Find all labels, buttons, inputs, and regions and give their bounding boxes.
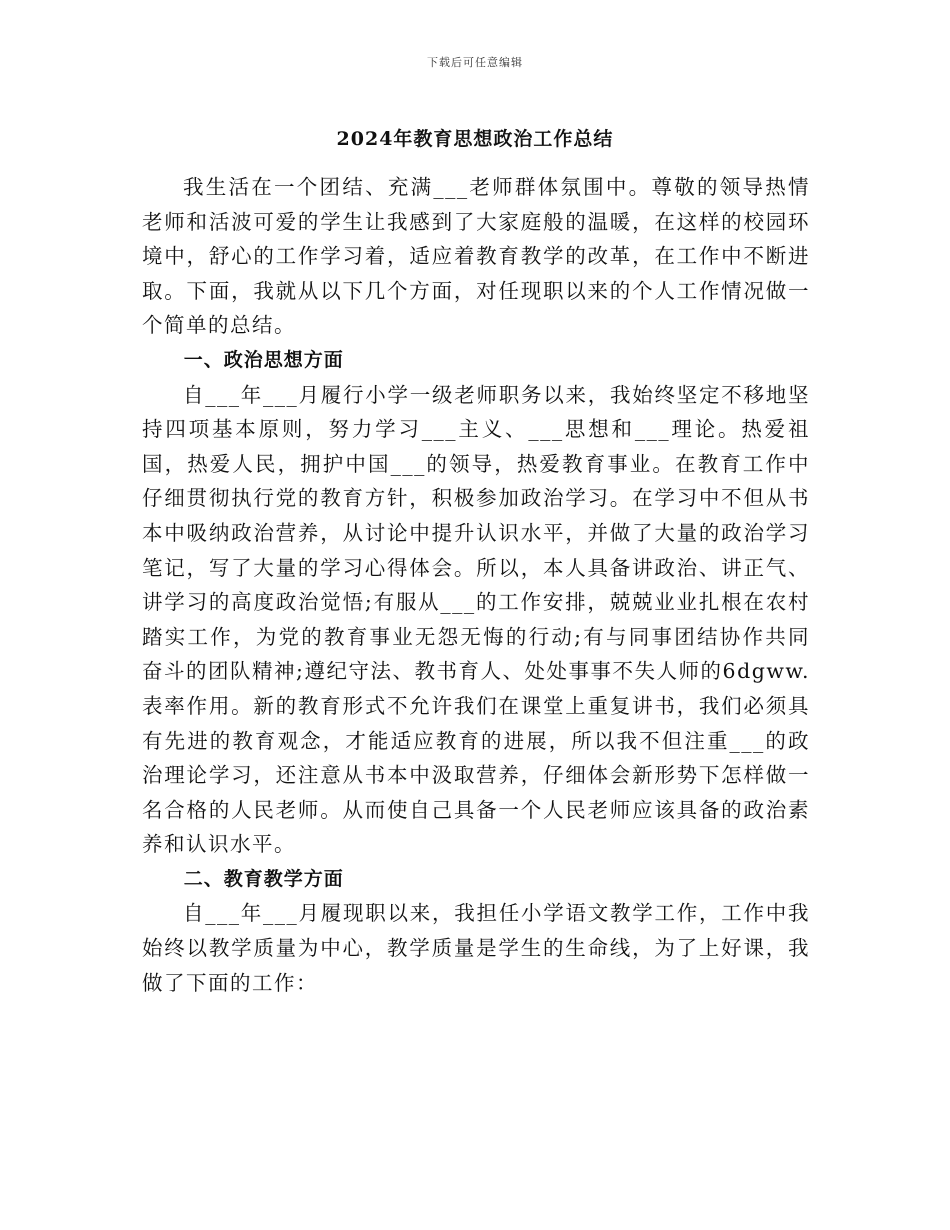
document-title: 2024年教育思想政治工作总结 (336, 128, 614, 150)
header-note: 下载后可任意编辑 (427, 56, 523, 69)
section-heading-political: 一、政治思想方面 (183, 348, 344, 371)
section-heading-teaching: 二、教育教学方面 (183, 867, 344, 890)
section-body-political: 自___年___月履行小学一级老师职务以来，我始终坚定不移地坚持四项基本原则，努力学习___主义、___思想和___理论。热爱祖国，热爱人民，拥护中国___的领导，热爱教育事业。在教育工作中仔细贯彻执行党的教育方针，积极参加政治学习。在学习中不但从书本中吸纳政治营养，从讨论中提升认识水平，并做了大量的政治学习笔记，写了大量的学习心得体会。所以，本人具备讲政治、讲正气、讲学习的高度政治觉悟;有服从___的工作安排，兢兢业业扎根在农村踏实工作，为党的教育事业无怨无悔的行动;有与同事团结协作共同奋斗的团队精神;遵纪守法、教书育人、处处事事不失人师的6dgww.表率作用。新的教育形式不允许我们在课堂上重复讲书，我们必须具有先进的教育观念，才能适应教育的进展，所以我不但注重___的政治理论学习，还注意从书本中汲取营养，仔细体会新形势下怎样做一名合格的人民老师。从而使自己具备一个人民老师应该具备的政治素养和认识水平。 (142, 382, 810, 857)
intro-paragraph: 我生活在一个团结、充满___老师群体氛围中。尊敬的领导热情老师和活波可爱的学生让我感到了大家庭般的温暖，在这样的校园环境中，舒心的工作学习着，适应着教育教学的改革，在工作中不断进取。下面，我就从以下几个方面，对任现职以来的个人工作情况做一个简单的总结。 (142, 175, 810, 338)
section-body-teaching: 自___年___月履现职以来，我担任小学语文教学工作，工作中我始终以教学质量为中心，教学质量是学生的生命线，为了上好课，我做了下面的工作： (142, 901, 810, 995)
document-body (142, 170, 810, 1000)
